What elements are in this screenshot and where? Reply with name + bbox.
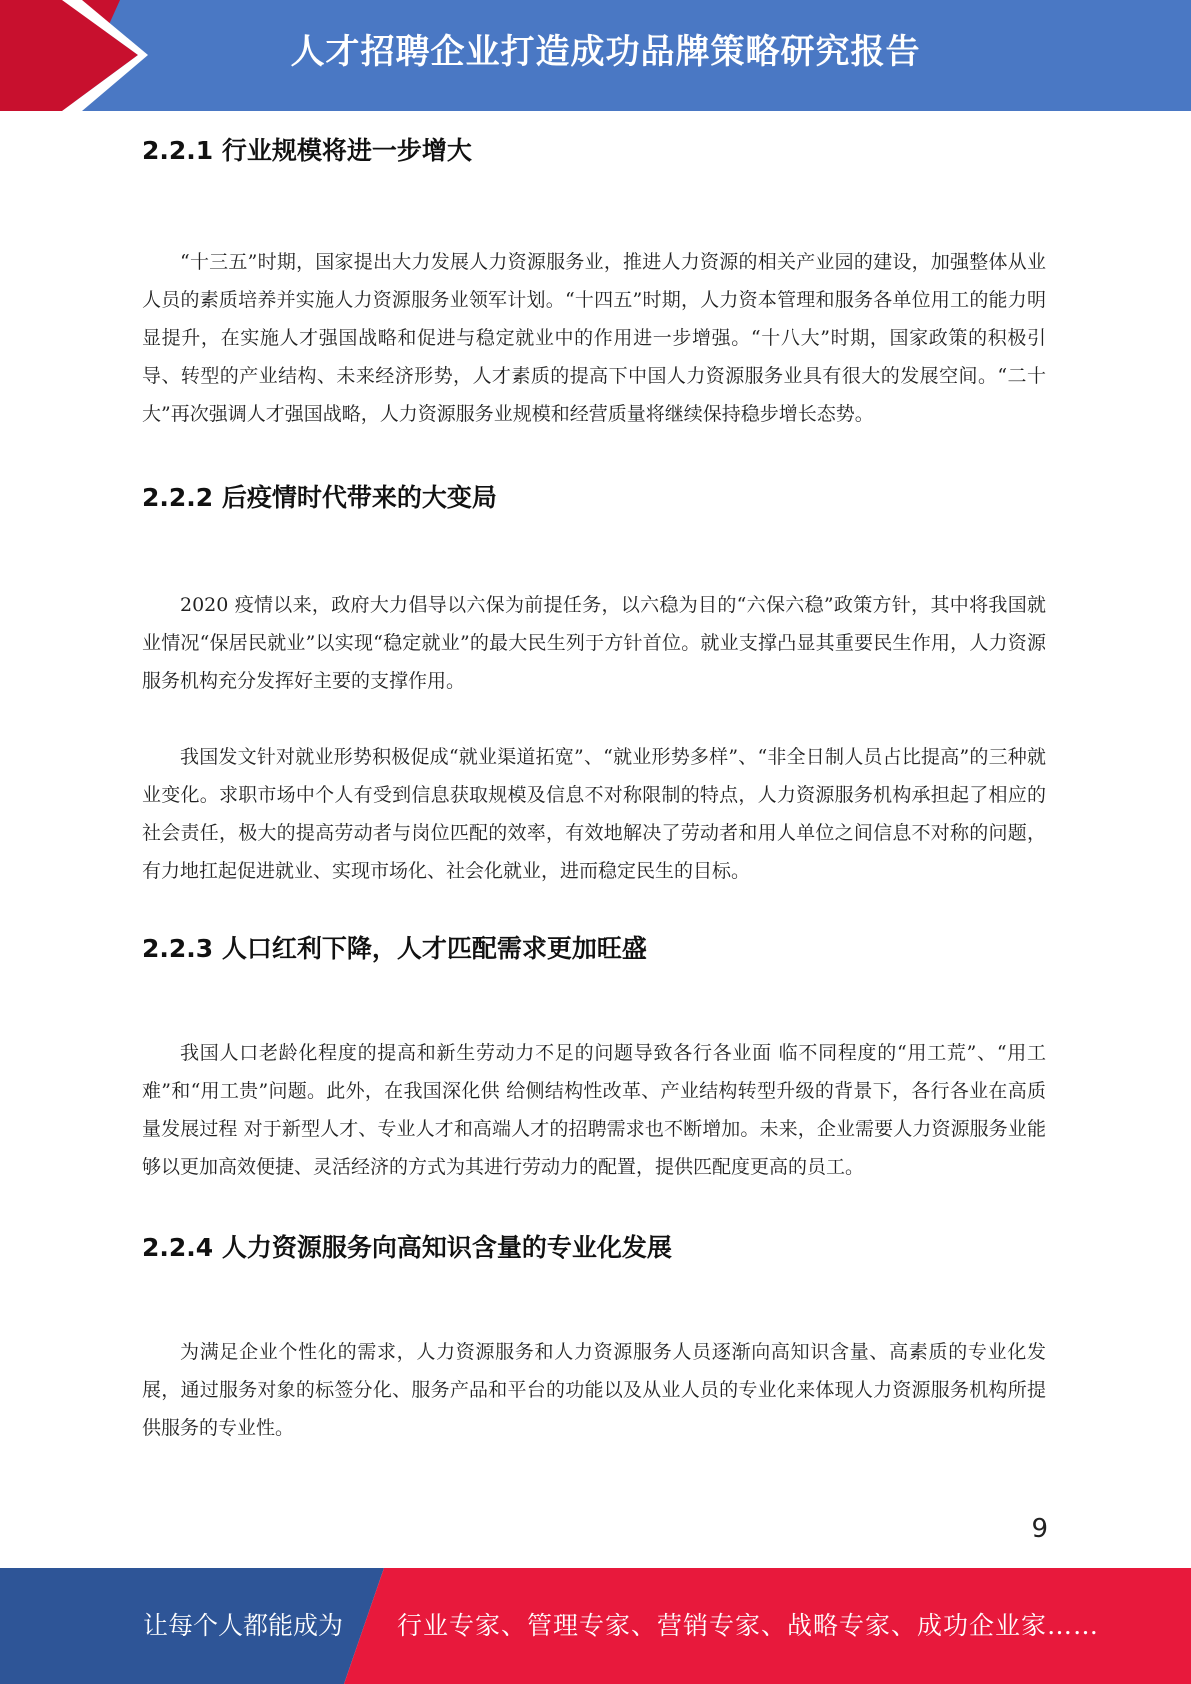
footer-slogan-left: 让每个人都能成为 — [143, 1611, 344, 1640]
document-body — [142, 127, 1046, 1447]
footer-slogan-right: 行业专家、管理专家、营销专家、战略专家、成功企业家…… — [397, 1611, 1100, 1640]
paragraph: 2020 疫情以来，政府大力倡导以六保为前提任务，以六稳为目的“六保六稳”政策方针，其中将我国就业情况“保居民就业”以实现“稳定就业”的最大民生列于方针首位。就业支撑凸显其重要民生作用，人力资源服务机构充分发挥好主要的支撑作用。 — [142, 594, 1046, 692]
page-header — [0, 0, 1191, 111]
section-heading-2-2-4: 2.2.4 人力资源服务向高知识含量的专业化发展 — [142, 1233, 672, 1262]
section-heading-2-2-1: 2.2.1 行业规模将进一步增大 — [142, 136, 472, 165]
page-footer — [0, 1568, 1191, 1684]
paragraph: “十三五”时期，国家提出大力发展人力资源服务业，推进人力资源的相关产业园的建设，加强整体从业人员的素质培养并实施人力资源服务业领军计划。“十四五”时期，人力资本管理和服务各单位用工的能力明显提升，在实施人才强国战略和促进与稳定就业中的作用进一步增强。“十八大”时期，国家政策的积极引导、转型的产业结构、未来经济形势，人才素质的提高下中国人力资源服务业具有很大的发展空间。“二十大”再次强调人才强国战略，人力资源服务业规模和经营质量将继续保持稳步增长态势。 — [142, 251, 1046, 425]
paragraph: 为满足企业个性化的需求，人力资源服务和人力资源服务人员逐渐向高知识含量、高素质的专业化发展，通过服务对象的标签分化、服务产品和平台的功能以及从业人员的专业化来体现人力资源服务机构所提供服务的专业性。 — [142, 1341, 1046, 1439]
page-number: 9 — [1031, 1514, 1048, 1544]
report-title: 人才招聘企业打造成功品牌策略研究报告 — [290, 32, 921, 72]
paragraph: 我国人口老龄化程度的提高和新生劳动力不足的问题导致各行各业面 临不同程度的“用工荒”、“用工难”和“用工贵”问题。此外，在我国深化供 给侧结构性改革、产业结构转型升级的背景下，各行各业在高质量发展过程 对于新型人才、专业人才和高端人才的招聘需求也不断增加。未来，企业需要人力资源服务业能够以更加高效便捷、灵活经济的方式为其进行劳动力的配置，提供匹配度更高的员工。 — [142, 1042, 1046, 1178]
section-heading-2-2-3: 2.2.3 人口红利下降，人才匹配需求更加旺盛 — [142, 934, 647, 963]
paragraph: 我国发文针对就业形势积极促成“就业渠道拓宽”、“就业形势多样”、“非全日制人员占比提高”的三种就业变化。求职市场中个人有受到信息获取规模及信息不对称限制的特点，人力资源服务机构承担起了相应的社会责任，极大的提高劳动者与岗位匹配的效率，有效地解决了劳动者和用人单位之间信息不对称的问题，有力地扛起促进就业、实现市场化、社会化就业，进而稳定民生的目标。 — [142, 746, 1046, 882]
section-heading-2-2-2: 2.2.2 后疫情时代带来的大变局 — [142, 483, 497, 512]
